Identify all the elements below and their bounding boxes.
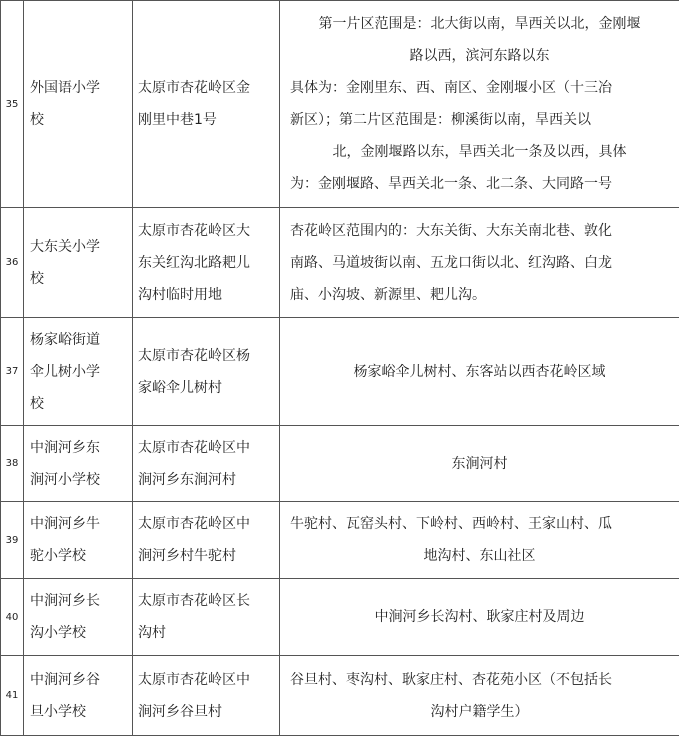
school-address	[133, 1, 280, 208]
school-name-line: 伞儿树小学	[30, 356, 126, 388]
school-address-line: 沟村临时用地	[138, 279, 274, 311]
row-number: 36	[1, 208, 24, 318]
enrollment-area-line: 北，金刚堰路以东，旱西关北一条及以西，具体	[290, 136, 669, 168]
enrollment-area	[280, 1, 679, 208]
table-row	[1, 318, 679, 426]
school-name-line: 外国语小学	[30, 72, 126, 104]
enrollment-area	[280, 318, 679, 426]
table-row	[1, 656, 679, 736]
school-name	[24, 656, 133, 736]
school-address-line: 太原市杏花岭区长	[138, 585, 274, 617]
enrollment-area-line: 杨家峪伞儿树村、东客站以西杏花岭区域	[290, 356, 669, 388]
school-address-line: 沟村	[138, 617, 274, 649]
table-row	[1, 579, 679, 656]
enrollment-area-line: 地沟村、东山社区	[290, 540, 669, 572]
school-address-line: 东关红沟北路耙儿	[138, 247, 274, 279]
school-address-line: 太原市杏花岭区中	[138, 664, 274, 696]
enrollment-area	[280, 579, 679, 656]
school-name-line: 驼小学校	[30, 540, 126, 572]
school-name-line: 旦小学校	[30, 696, 126, 728]
school-address	[133, 318, 280, 426]
table-row	[1, 208, 679, 318]
enrollment-area-line: 杏花岭区范围内的：大东关街、大东关南北巷、敦化	[290, 215, 669, 247]
enrollment-area-line: 庙、小沟坡、新源里、耙儿沟。	[290, 279, 669, 311]
school-name	[24, 502, 133, 579]
school-address	[133, 426, 280, 502]
school-name-line: 中涧河乡牛	[30, 508, 126, 540]
school-address-line: 刚里中巷1号	[138, 104, 274, 136]
school-address-line: 涧河乡村牛驼村	[138, 540, 274, 572]
school-name-line: 涧河小学校	[30, 464, 126, 496]
school-address-line: 太原市杏花岭区杨	[138, 340, 274, 372]
table-row	[1, 426, 679, 502]
school-address-line: 太原市杏花岭区中	[138, 432, 274, 464]
school-name-line: 沟小学校	[30, 617, 126, 649]
row-number: 40	[1, 579, 24, 656]
school-name	[24, 1, 133, 208]
school-name-line: 中涧河乡谷	[30, 664, 126, 696]
school-address-line: 家峪伞儿树村	[138, 372, 274, 404]
school-address	[133, 656, 280, 736]
school-name	[24, 208, 133, 318]
enrollment-area-line: 中涧河乡长沟村、耿家庄村及周边	[290, 601, 669, 633]
enrollment-area-line: 南路、马道坡街以南、五龙口街以北、红沟路、白龙	[290, 247, 669, 279]
enrollment-area	[280, 502, 679, 579]
table-row	[1, 502, 679, 579]
school-name-line: 校	[30, 388, 126, 420]
enrollment-area-line: 为：金刚堰路、旱西关北一条、北二条、大同路一号	[290, 168, 669, 200]
school-name	[24, 318, 133, 426]
enrollment-area-line: 东涧河村	[290, 448, 669, 480]
school-address-line: 涧河乡东涧河村	[138, 464, 274, 496]
school-name	[24, 579, 133, 656]
enrollment-area-line: 牛驼村、瓦窑头村、下岭村、西岭村、王家山村、瓜	[290, 508, 669, 540]
table-body	[1, 1, 679, 736]
school-name-line: 杨家峪街道	[30, 324, 126, 356]
school-name-line: 大东关小学	[30, 231, 126, 263]
row-number: 38	[1, 426, 24, 502]
school-address	[133, 502, 280, 579]
school-name-line: 中涧河乡长	[30, 585, 126, 617]
enrollment-area	[280, 208, 679, 318]
enrollment-area-line: 新区）；第二片区范围是：柳溪街以南，旱西关以	[290, 104, 669, 136]
enrollment-area	[280, 656, 679, 736]
enrollment-area	[280, 426, 679, 502]
school-address-line: 涧河乡谷旦村	[138, 696, 274, 728]
enrollment-area-line: 具体为：金刚里东、西、南区、金刚堰小区（十三冶	[290, 72, 669, 104]
table-row	[1, 1, 679, 208]
enrollment-area-line: 谷旦村、枣沟村、耿家庄村、杏花苑小区（不包括长	[290, 664, 669, 696]
school-name-line: 校	[30, 104, 126, 136]
school-address-line: 太原市杏花岭区大	[138, 215, 274, 247]
school-address-line: 太原市杏花岭区中	[138, 508, 274, 540]
enrollment-area-line: 路以西，滨河东路以东	[290, 40, 669, 72]
school-address	[133, 208, 280, 318]
school-name-line: 中涧河乡东	[30, 432, 126, 464]
row-number: 37	[1, 318, 24, 426]
row-number: 41	[1, 656, 24, 736]
enrollment-area-line: 沟村户籍学生）	[290, 696, 669, 728]
row-number: 35	[1, 1, 24, 208]
school-address-line: 太原市杏花岭区金	[138, 72, 274, 104]
school-address	[133, 579, 280, 656]
school-name	[24, 426, 133, 502]
school-name-line: 校	[30, 263, 126, 295]
row-number: 39	[1, 502, 24, 579]
enrollment-area-line: 第一片区范围是：北大街以南，旱西关以北，金刚堰	[290, 8, 669, 40]
